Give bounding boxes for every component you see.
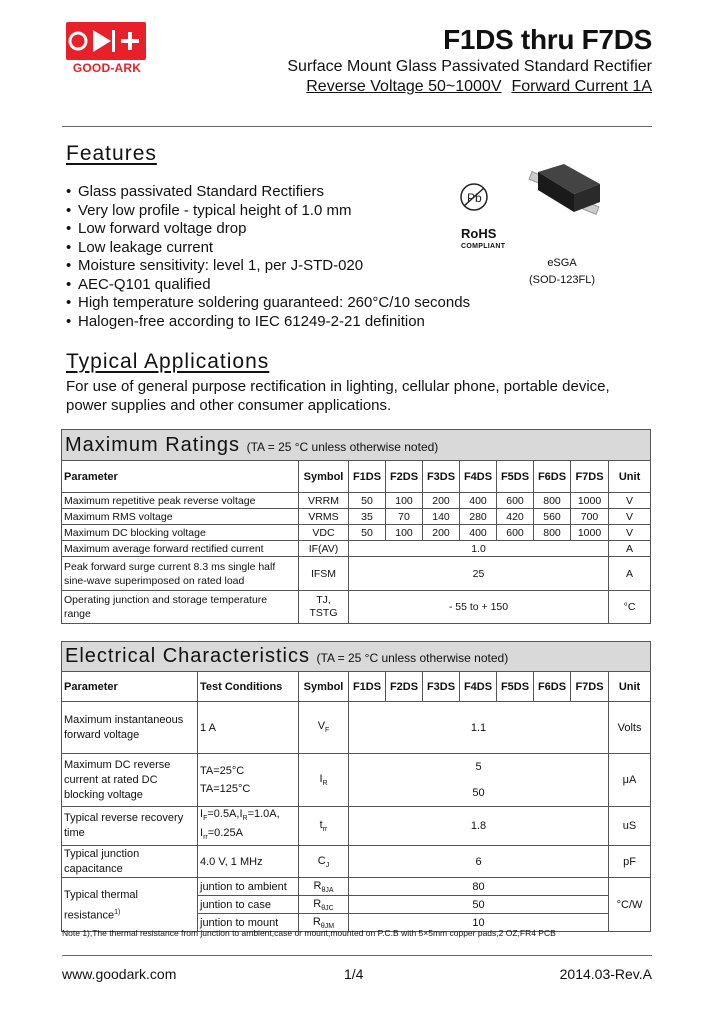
- value-cell: 800: [534, 525, 571, 541]
- table-row: [62, 541, 651, 557]
- value-cell: 280: [460, 509, 497, 525]
- param-cell: Maximum DC reverse current at rated DC blocking voltage: [62, 754, 198, 807]
- value-cell: 140: [423, 509, 460, 525]
- logo: [66, 22, 146, 60]
- list-item: • Glass passivated Standard Rectifiers: [66, 183, 470, 202]
- symbol-cell: $R_{\theta JA}$: [299, 878, 349, 896]
- list-item: • Very low profile - typical height of 1.0 mm: [66, 202, 470, 221]
- value-cell: 1.0: [349, 541, 609, 557]
- col-f3ds: F3DS: [423, 672, 460, 702]
- col-f3ds: F3DS: [423, 461, 460, 493]
- list-item: • High temperature soldering guaranteed: 260°C/10 seconds: [66, 294, 470, 313]
- col-unit: Unit: [609, 672, 651, 702]
- list-item: • Low forward voltage drop: [66, 220, 470, 239]
- value-cell: 5 50: [349, 754, 609, 807]
- max-ratings-table: [61, 429, 650, 624]
- col-f1ds: F1DS: [349, 672, 386, 702]
- list-item: • Moisture sensitivity: level 1, per J-STD-020: [66, 257, 470, 276]
- value-cell: - 55 to + 150: [349, 591, 609, 624]
- page-title: F1DS thru F7DS: [443, 24, 652, 55]
- col-test-conditions: Test Conditions: [198, 672, 299, 702]
- value-cell: 700: [571, 509, 609, 525]
- revision: 2014.03-Rev.A: [559, 966, 652, 982]
- param-cell: Maximum DC blocking voltage: [62, 525, 299, 541]
- table-row: [62, 591, 651, 624]
- table-row: [62, 557, 651, 591]
- value-cell: 200: [423, 525, 460, 541]
- value-cell: 80: [349, 878, 609, 896]
- symbol-cell: $C_J$: [299, 846, 349, 878]
- param-cell: Peak forward surge current 8.3 ms single half sine-wave superimposed on rated load: [62, 557, 299, 591]
- footer-divider: [62, 955, 652, 956]
- package-code: (SOD-123FL): [528, 274, 596, 286]
- value-cell: 6: [349, 846, 609, 878]
- footnote: Note 1),The thermal resistance from junction to ambient,case or mount,mounted on P.C.B with 5×5mm copper pads,2 OZ,FR4 PCB: [62, 928, 556, 938]
- symbol-cell: IF(AV): [299, 541, 349, 557]
- list-item: • Low leakage current: [66, 239, 470, 258]
- unit-cell: °C/W: [609, 878, 651, 932]
- unit-cell: V: [609, 493, 651, 509]
- col-symbol: Symbol: [299, 672, 349, 702]
- unit-cell: Volts: [609, 702, 651, 754]
- unit-cell: V: [609, 525, 651, 541]
- max-ratings-note: (TA = 25 °C unless otherwise noted): [246, 439, 439, 454]
- value-cell: 420: [497, 509, 534, 525]
- unit-cell: uS: [609, 807, 651, 846]
- param-cell: Typical junction capacitance: [62, 846, 198, 878]
- unit-cell: V: [609, 509, 651, 525]
- condition-cell: 4.0 V, 1 MHz: [198, 846, 299, 878]
- unit-cell: μA: [609, 754, 651, 807]
- logo-text: GOOD-ARK: [72, 61, 142, 75]
- table-row: [62, 509, 651, 525]
- elec-header: [62, 642, 651, 672]
- symbol-cell: VRMS: [299, 509, 349, 525]
- pb-free-icon: [459, 182, 489, 212]
- param-cell: Typical reverse recovery time: [62, 807, 198, 846]
- list-item: • AEC-Q101 qualified: [66, 276, 470, 295]
- col-parameter: Parameter: [62, 461, 299, 493]
- value-cell: 1000: [571, 525, 609, 541]
- col-f2ds: F2DS: [386, 672, 423, 702]
- logo-diode-icon: [66, 22, 146, 60]
- table-row: [62, 754, 651, 807]
- max-ratings-title: Maximum Ratings: [65, 433, 241, 456]
- value-cell: 50: [349, 896, 609, 914]
- package-image: [522, 162, 612, 227]
- subtitle: Surface Mount Glass Passivated Standard Rectifier: [287, 58, 652, 75]
- param-cell: Maximum RMS voltage: [62, 509, 299, 525]
- value-cell: 1.1: [349, 702, 609, 754]
- col-f4ds: F4DS: [460, 461, 497, 493]
- symbol-cell: VRRM: [299, 493, 349, 509]
- value-cell: 200: [423, 493, 460, 509]
- col-f4ds: F4DS: [460, 672, 497, 702]
- value-cell: 25: [349, 557, 609, 591]
- symbol-cell: $I_R$: [299, 754, 349, 807]
- max-ratings-header: [62, 430, 651, 461]
- value-cell: 70: [386, 509, 423, 525]
- symbol-cell: IFSM: [299, 557, 349, 591]
- col-f5ds: F5DS: [497, 461, 534, 493]
- table-row: [62, 807, 651, 846]
- col-f5ds: F5DS: [497, 672, 534, 702]
- value-cell: 10: [349, 914, 609, 932]
- value-cell: 400: [460, 525, 497, 541]
- value-cell: 100: [386, 525, 423, 541]
- value-cell: 1000: [571, 493, 609, 509]
- header-divider: [62, 126, 652, 127]
- condition-cell: juntion to mount: [198, 914, 299, 932]
- unit-cell: A: [609, 557, 651, 591]
- value-cell: 35: [349, 509, 386, 525]
- rohs-compliant-label: COMPLIANT: [461, 243, 506, 250]
- symbol-cell: $R_{\theta JM}$: [299, 914, 349, 932]
- unit-cell: °C: [609, 591, 651, 624]
- condition-cell: juntion to ambient: [198, 878, 299, 896]
- value-cell: 560: [534, 509, 571, 525]
- symbol-cell: VDC: [299, 525, 349, 541]
- ratings-summary: [306, 78, 652, 96]
- table-row: [62, 846, 651, 878]
- symbol-cell: $t_{rr}$: [299, 807, 349, 846]
- value-cell: 50: [349, 525, 386, 541]
- symbol-cell: TJ, TSTG: [299, 591, 349, 624]
- table-row: [62, 878, 651, 896]
- rohs-label: RoHS: [461, 226, 497, 241]
- condition-cell: juntion to case: [198, 896, 299, 914]
- col-f6ds: F6DS: [534, 672, 571, 702]
- condition-cell: 1 A: [198, 702, 299, 754]
- website-link[interactable]: www.goodark.com: [62, 966, 177, 982]
- elec-title: Electrical Characteristics: [65, 645, 310, 667]
- table-row: [62, 493, 651, 509]
- col-f2ds: F2DS: [386, 461, 423, 493]
- col-f7ds: F7DS: [571, 461, 609, 493]
- unit-cell: pF: [609, 846, 651, 878]
- col-f7ds: F7DS: [571, 672, 609, 702]
- condition-cell: TA=25°C TA=125°C: [198, 754, 299, 807]
- table-row: [62, 702, 651, 754]
- col-f1ds: F1DS: [349, 461, 386, 493]
- value-cell: 100: [386, 493, 423, 509]
- value-cell: 600: [497, 493, 534, 509]
- elec-note: (TA = 25 °C unless otherwise noted): [316, 651, 509, 665]
- col-symbol: Symbol: [299, 461, 349, 493]
- page-number: 1/4: [344, 966, 364, 982]
- unit-cell: A: [609, 541, 651, 557]
- param-cell: Maximum average forward rectified current: [62, 541, 299, 557]
- reverse-voltage: Reverse Voltage 50~1000V: [306, 78, 502, 95]
- applications-heading: Typical Applications: [66, 350, 270, 373]
- param-cell: Maximum instantaneous forward voltage: [62, 702, 198, 754]
- list-item: • Halogen-free according to IEC 61249-2-21 definition: [66, 313, 470, 332]
- value-cell: 400: [460, 493, 497, 509]
- applications-text: For use of general purpose rectification in lighting, cellular phone, portable device, power supplies and other consumer applications.: [66, 378, 610, 414]
- features-heading: Features: [66, 142, 157, 165]
- package-name: eSGA: [547, 257, 577, 269]
- col-parameter: Parameter: [62, 672, 198, 702]
- value-cell: 800: [534, 493, 571, 509]
- pb-label: Pb: [467, 191, 482, 205]
- param-cell: Maximum repetitive peak reverse voltage: [62, 493, 299, 509]
- symbol-cell: $R_{\theta JC}$: [299, 896, 349, 914]
- value-cell: 50: [349, 493, 386, 509]
- electrical-table: [61, 641, 650, 932]
- table-row: [62, 525, 651, 541]
- col-f6ds: F6DS: [534, 461, 571, 493]
- value-cell: 600: [497, 525, 534, 541]
- symbol-cell: $V_F$: [299, 702, 349, 754]
- value-cell: 1.8: [349, 807, 609, 846]
- condition-cell: $I_F=0.5A,I_R=1.0A$, $I_{rr}=0.25A$: [198, 807, 299, 846]
- col-unit: Unit: [609, 461, 651, 493]
- param-cell: Operating junction and storage temperature range: [62, 591, 299, 624]
- param-cell: Typical thermal resistance$^{1)}$: [62, 878, 198, 932]
- forward-current: Forward Current 1A: [511, 78, 652, 95]
- features-list: [66, 183, 470, 331]
